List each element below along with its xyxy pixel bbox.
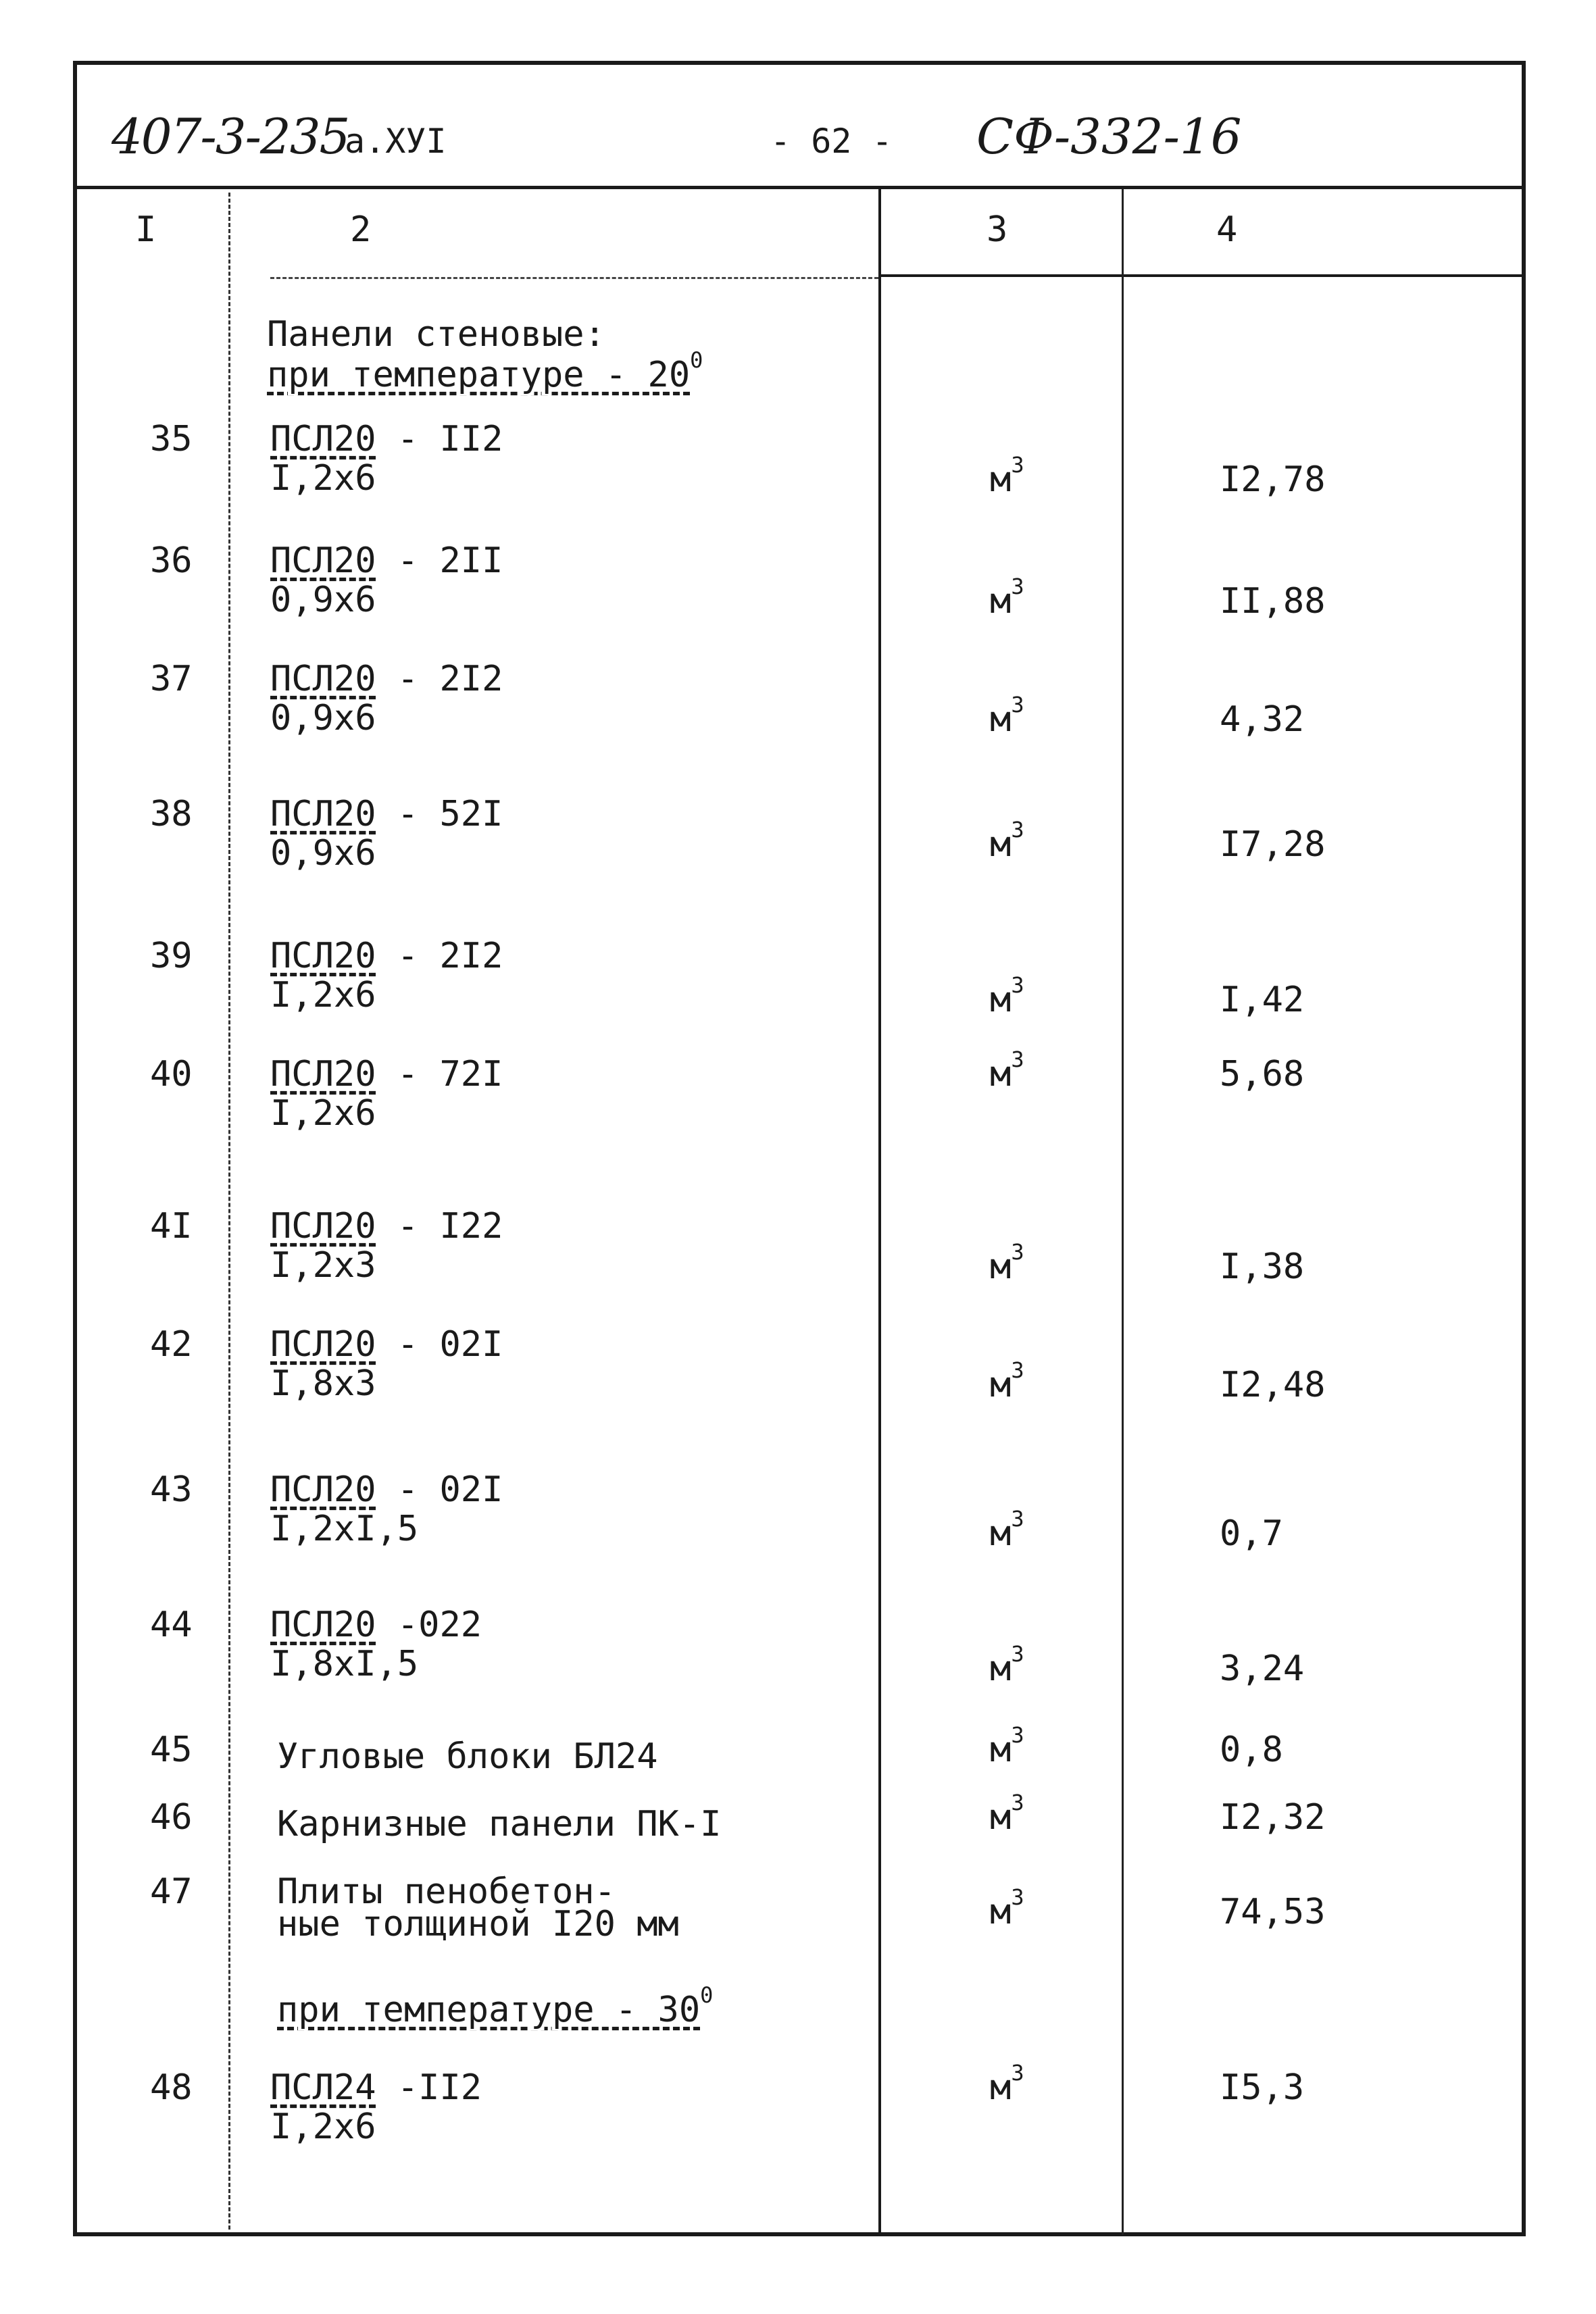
quantity-value: I5,3 [1220, 2067, 1305, 2108]
unit-cubic-meter [990, 1790, 1024, 1838]
unit-cubic-meter [990, 452, 1024, 500]
item-mark-code: ПСЛ20 [270, 794, 376, 834]
item-mark-suffix: -022 [397, 1605, 482, 1645]
item-dimensions: I,2x6 [270, 975, 376, 1015]
unit-cubic-meter [990, 1506, 1024, 1554]
quantity-value: I2,78 [1220, 459, 1326, 500]
unit-exponent: 3 [1011, 1047, 1024, 1072]
item-description-line2: ные толщиной I20 мм [277, 1904, 679, 1944]
page-number: - 62 - [770, 122, 893, 161]
unit-cubic-meter [990, 1047, 1024, 1095]
item-mark-suffix: - II2 [397, 419, 503, 459]
item-dimensions: I,2x6 [270, 2107, 376, 2147]
quantity-value: 0,8 [1220, 1730, 1283, 1770]
row-number: 48 [150, 2067, 193, 2108]
column-header-rule-dashed [270, 277, 878, 279]
row-number: 45 [150, 1730, 193, 1770]
unit-cubic-meter [990, 1641, 1024, 1689]
unit-cubic-meter [990, 1357, 1024, 1405]
unit-base: м [990, 1797, 1012, 1838]
item-mark [270, 540, 503, 581]
item-mark-code: ПСЛ20 [270, 1469, 376, 1510]
item-dimensions: I,8x3 [270, 1363, 376, 1404]
unit-exponent: 3 [1011, 1357, 1024, 1383]
unit-cubic-meter [990, 817, 1024, 865]
unit-base: м [990, 1649, 1012, 1689]
unit-exponent: 3 [1011, 1722, 1024, 1748]
item-dimensions: 0,9x6 [270, 833, 376, 874]
quantity-value: I,38 [1220, 1247, 1305, 1287]
unit-cubic-meter [990, 1884, 1024, 1932]
column-header-1: I [135, 209, 157, 250]
sheet-code: СФ-332-16 [976, 108, 1242, 165]
row-number: 4I [150, 1206, 193, 1247]
unit-base: м [990, 980, 1012, 1020]
item-dimensions: 0,9x6 [270, 580, 376, 620]
column-header-4: 4 [1216, 209, 1238, 250]
doc-code: 407-3-235 [111, 108, 349, 165]
unit-base: м [990, 1247, 1012, 1287]
quantity-value: I2,32 [1220, 1797, 1326, 1838]
item-description: Карнизные панели ПК-I [277, 1804, 722, 1844]
unit-base: м [990, 699, 1012, 740]
item-description-line1: Плиты пенобетон- [277, 1871, 616, 1912]
section-subtitle: при температуре - $20^0$ [267, 347, 703, 395]
item-mark-suffix: - 52I [397, 794, 503, 834]
column-divider-2 [878, 189, 881, 2235]
item-mark [270, 1206, 503, 1247]
unit-exponent: 3 [1011, 1641, 1024, 1667]
unit-base: м [990, 459, 1012, 500]
row-number: 38 [150, 794, 193, 834]
row-number: 42 [150, 1324, 193, 1365]
item-mark-suffix: - 72I [397, 1054, 503, 1095]
item-mark-code: ПСЛ20 [270, 1324, 376, 1365]
column-divider-3 [1122, 189, 1124, 2235]
unit-base: м [990, 1513, 1012, 1554]
item-mark-suffix: - 02I [397, 1324, 503, 1365]
quantity-value: I,42 [1220, 980, 1305, 1020]
unit-base: м [990, 581, 1012, 622]
unit-cubic-meter [990, 574, 1024, 622]
quantity-value: 4,32 [1220, 699, 1305, 740]
quantity-value: II,88 [1220, 581, 1326, 622]
item-mark-suffix: -II2 [397, 2067, 482, 2108]
unit-base: м [990, 1892, 1012, 1932]
item-mark-suffix: - 2I2 [397, 936, 503, 976]
item-mark [270, 794, 503, 834]
item-mark-suffix: - 2I2 [397, 659, 503, 699]
item-mark [270, 936, 503, 976]
unit-exponent: 3 [1011, 2060, 1024, 2086]
quantity-value: I2,48 [1220, 1365, 1326, 1405]
unit-exponent: 3 [1011, 817, 1024, 842]
row-number: 37 [150, 659, 193, 699]
quantity-value: 0,7 [1220, 1513, 1283, 1554]
quantity-value: 5,68 [1220, 1054, 1305, 1095]
section-title: Панели стеновые: [267, 314, 605, 355]
row-number: 36 [150, 540, 193, 581]
unit-base: м [990, 2067, 1012, 2108]
item-mark-code: ПСЛ20 [270, 1206, 376, 1247]
unit-cubic-meter [990, 692, 1024, 740]
item-mark-suffix: - 02I [397, 1469, 503, 1510]
column-divider-1 [228, 193, 230, 2230]
row-number: 35 [150, 419, 193, 459]
unit-exponent: 3 [1011, 692, 1024, 718]
item-mark-suffix: - 2II [397, 540, 503, 581]
unit-exponent: 3 [1011, 1506, 1024, 1532]
item-dimensions: I,2x6 [270, 1093, 376, 1134]
item-mark [270, 419, 503, 459]
item-description: Угловые блоки БЛ24 [277, 1736, 658, 1777]
item-mark-code: ПСЛ20 [270, 659, 376, 699]
unit-exponent: 3 [1011, 1790, 1024, 1815]
unit-exponent: 3 [1011, 452, 1024, 478]
unit-cubic-meter [990, 1722, 1024, 1770]
item-dimensions: 0,9x6 [270, 698, 376, 738]
row-number: 44 [150, 1605, 193, 1645]
item-mark [270, 2067, 482, 2108]
unit-base: м [990, 824, 1012, 865]
unit-exponent: 3 [1011, 972, 1024, 998]
item-dimensions: I,2xI,5 [270, 1509, 419, 1549]
item-mark-suffix: - I22 [397, 1206, 503, 1247]
unit-base: м [990, 1365, 1012, 1405]
item-mark-code: ПСЛ20 [270, 1054, 376, 1095]
row-number: 43 [150, 1469, 193, 1510]
unit-exponent: 3 [1011, 1239, 1024, 1265]
item-mark [270, 1324, 503, 1365]
item-mark [270, 659, 503, 699]
unit-base: м [990, 1054, 1012, 1095]
item-mark-code: ПСЛ20 [270, 419, 376, 459]
item-mark-code: ПСЛ20 [270, 936, 376, 976]
column-header-rule [878, 274, 1526, 277]
unit-base: м [990, 1730, 1012, 1770]
item-mark-code: ПСЛ24 [270, 2067, 376, 2108]
row-number: 46 [150, 1797, 193, 1838]
item-mark-code: ПСЛ20 [270, 1605, 376, 1645]
quantity-value: I7,28 [1220, 824, 1326, 865]
unit-exponent: 3 [1011, 574, 1024, 599]
item-mark [270, 1469, 503, 1510]
quantity-value: 74,53 [1220, 1892, 1326, 1932]
column-header-2: 2 [350, 209, 372, 250]
row-number: 47 [150, 1871, 193, 1912]
unit-cubic-meter [990, 1239, 1024, 1287]
unit-exponent: 3 [1011, 1884, 1024, 1910]
row-number: 40 [150, 1054, 193, 1095]
column-header-3: 3 [987, 209, 1008, 250]
quantity-value: 3,24 [1220, 1649, 1305, 1689]
row-number: 39 [150, 936, 193, 976]
unit-cubic-meter [990, 2060, 1024, 2108]
item-dimensions: I,8xI,5 [270, 1644, 419, 1684]
item-dimensions: I,2x3 [270, 1245, 376, 1286]
item-mark-code: ПСЛ20 [270, 540, 376, 581]
header-rule [73, 186, 1526, 189]
section2-subtitle: при температуре - $30^0$ [277, 1982, 714, 2030]
item-mark [270, 1054, 503, 1095]
album-label: а.ХУI [345, 122, 447, 161]
item-mark [270, 1605, 482, 1645]
unit-cubic-meter [990, 972, 1024, 1020]
item-dimensions: I,2x6 [270, 458, 376, 499]
